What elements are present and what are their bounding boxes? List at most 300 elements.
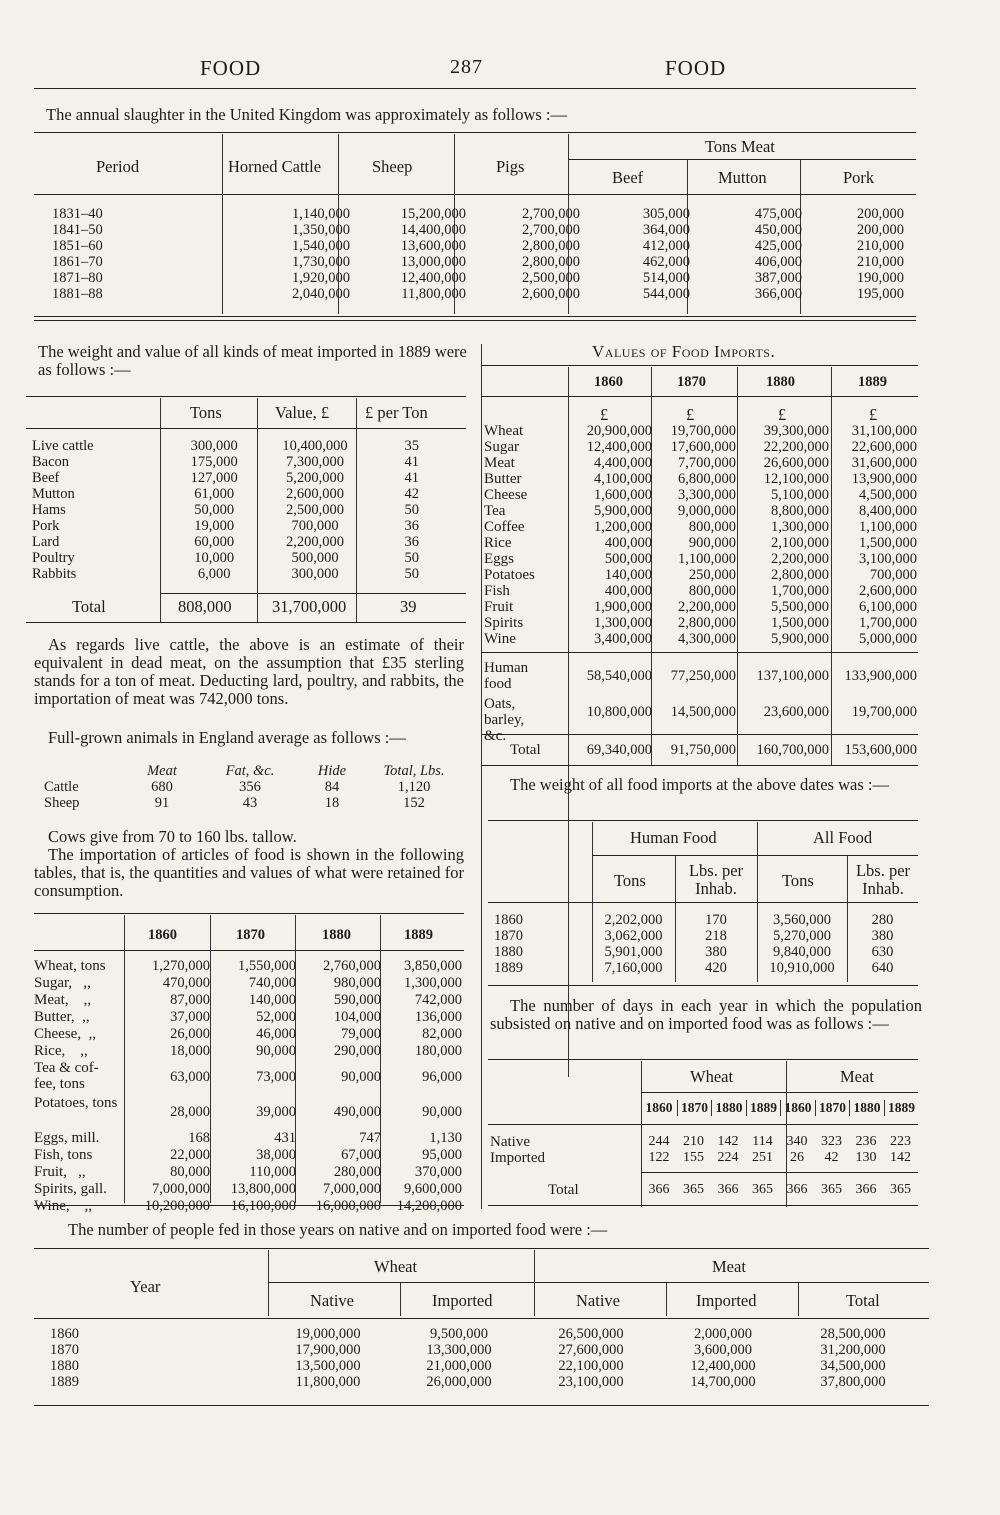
value-cell: 500,000 <box>291 550 339 566</box>
value-cell: 340 <box>786 1134 808 1149</box>
value-cell: 742,000 <box>414 992 462 1008</box>
value-cell: 2,200,000 <box>771 551 829 567</box>
table-row <box>484 423 918 439</box>
item-label: Fruit, ,, <box>34 1164 86 1180</box>
value-cell: 514,000 <box>642 270 690 286</box>
table-row <box>34 1130 464 1146</box>
value-cell: 96,000 <box>422 1069 462 1085</box>
value-cell: 200,000 <box>856 222 904 238</box>
qty-year-1880: 1880 <box>322 927 351 943</box>
item-label: Fruit <box>484 599 514 615</box>
value-cell: 17,600,000 <box>670 439 736 455</box>
period-cell: 1831–40 <box>52 206 103 222</box>
value-cell: 366 <box>648 1182 670 1197</box>
value-cell: 35 <box>404 438 419 454</box>
value-cell: 544,000 <box>642 286 690 302</box>
table-row <box>28 454 458 470</box>
value-cell: 3,400,000 <box>594 631 652 647</box>
value-cell: 27,600,000 <box>558 1342 624 1358</box>
row-label: Imported <box>490 1150 545 1166</box>
human-food-label: Human food <box>484 660 529 692</box>
value-cell: 400,000 <box>604 535 652 551</box>
value-cell: 63,000 <box>170 1069 210 1085</box>
people-head-wheat-native: Native <box>310 1291 354 1310</box>
value-cell: 4,400,000 <box>594 455 652 471</box>
value-cell: 5,500,000 <box>771 599 829 615</box>
year-header: 1889 <box>884 1100 919 1116</box>
value-cell: 700,000 <box>869 567 917 583</box>
days-total-rule <box>641 1172 918 1173</box>
table-row <box>484 567 918 583</box>
value-cell: 1,300,000 <box>594 615 652 631</box>
running-head-left: FOOD <box>200 56 262 80</box>
value-cell: 18,000 <box>170 1043 210 1059</box>
value-cell: 5,100,000 <box>771 487 829 503</box>
table-row <box>34 1198 464 1214</box>
item-label: Meat <box>484 455 515 471</box>
table-row <box>34 1181 464 1197</box>
weight-head-all: All Food <box>813 828 873 847</box>
slaughter-caption: The annual slaughter in the United Kingdom was approximately as follows :— <box>46 105 568 124</box>
value-cell: 43 <box>242 795 258 811</box>
slaughter-sub-rule <box>568 159 916 160</box>
value-cell: 1,500,000 <box>771 615 829 631</box>
table-row <box>484 487 918 503</box>
weight-bottom-rule <box>488 985 918 986</box>
values-pound-1860: £ <box>600 405 609 424</box>
column-divider <box>481 344 482 1209</box>
qty-top-rule <box>34 913 464 914</box>
value-cell: 366 <box>717 1182 739 1197</box>
value-cell: 475,000 <box>754 206 802 222</box>
people-vline <box>268 1250 269 1316</box>
qty-year-1860: 1860 <box>148 927 177 943</box>
days-head-wheat: Wheat <box>690 1067 734 1086</box>
value-cell: 50,000 <box>194 502 235 518</box>
table-header-row <box>40 763 460 779</box>
table-row <box>28 438 458 454</box>
value-cell: 12,400,000 <box>400 270 466 286</box>
qty-bottom-rule <box>34 1205 464 1206</box>
value-cell: 13,600,000 <box>400 238 466 254</box>
value-cell: 980,000 <box>333 975 381 991</box>
value-cell: 2,500,000 <box>286 502 344 518</box>
people-head-wheat: Wheat <box>374 1257 418 1276</box>
table-row <box>484 519 918 535</box>
value-cell: 153,600,000 <box>844 742 917 758</box>
table-row <box>48 222 908 238</box>
year-label: 1870 <box>50 1342 79 1358</box>
meat-total-tons: 808,000 <box>178 597 232 616</box>
item-label: Bacon <box>32 454 70 470</box>
table-row <box>34 1164 464 1180</box>
year-header: 1860 <box>645 1100 673 1115</box>
value-cell: 22,000 <box>170 1147 210 1163</box>
value-cell: 244 <box>648 1134 670 1149</box>
value-cell: 26,000,000 <box>426 1374 492 1390</box>
value-cell: 90,000 <box>422 1104 462 1120</box>
people-head-meat-native: Native <box>576 1291 620 1310</box>
value-cell: 42 <box>404 486 419 502</box>
value-cell: 7,000,000 <box>323 1181 381 1197</box>
value-cell: 31,100,000 <box>851 423 917 439</box>
value-cell: 31,200,000 <box>820 1342 886 1358</box>
table-row <box>28 470 458 486</box>
value-cell: 1,550,000 <box>238 958 296 974</box>
value-cell: 800,000 <box>688 583 736 599</box>
weight-head-tons: Tons <box>614 871 646 890</box>
value-cell: 50 <box>404 566 419 582</box>
value-cell: 127,000 <box>190 470 238 486</box>
table-row <box>48 286 908 302</box>
value-cell: 41 <box>404 470 419 486</box>
meat-head-per-ton: £ per Ton <box>365 403 428 422</box>
value-cell: 7,300,000 <box>286 454 344 470</box>
value-cell: 1,730,000 <box>292 254 350 270</box>
table-row <box>48 254 908 270</box>
para-cows: Cows give from 70 to 160 lbs. tallow. <box>48 827 297 846</box>
table-row <box>34 992 464 1008</box>
year-header: 1870 <box>677 1100 712 1116</box>
table-row <box>28 518 458 534</box>
page-number: 287 <box>450 56 483 78</box>
value-cell: 370,000 <box>414 1164 462 1180</box>
slaughter-head-pork: Pork <box>843 168 875 187</box>
period-cell: 1861–70 <box>52 254 103 270</box>
year-label: 1870 <box>494 928 523 944</box>
year-label: 1889 <box>50 1374 79 1390</box>
value-cell: 133,900,000 <box>844 668 917 684</box>
value-cell: 69,340,000 <box>586 742 652 758</box>
value-cell: 19,700,000 <box>851 704 917 720</box>
value-cell: 1,900,000 <box>594 599 652 615</box>
table-row <box>34 1026 464 1042</box>
value-cell: 365 <box>821 1182 842 1197</box>
weight-caption: The weight of all food imports at the above dates was :— <box>510 775 889 794</box>
value-cell: 2,800,000 <box>522 238 580 254</box>
value-cell: 87,000 <box>170 992 210 1008</box>
table-row <box>34 1147 464 1163</box>
people-top-rule <box>34 1248 929 1249</box>
days-sub-rule <box>641 1092 918 1093</box>
value-cell: 91,750,000 <box>670 742 736 758</box>
values-pound-1889: £ <box>869 405 878 424</box>
days-bottom-rule <box>488 1205 918 1206</box>
value-cell: 2,800,000 <box>678 615 736 631</box>
value-cell: 18 <box>324 795 340 811</box>
year-header: 1860 <box>780 1100 815 1116</box>
value-cell: 490,000 <box>333 1104 381 1120</box>
item-label: Wine <box>484 631 516 647</box>
value-cell: 450,000 <box>754 222 802 238</box>
value-cell: 800,000 <box>688 519 736 535</box>
item-label: Lard <box>32 534 60 550</box>
value-cell: 1,140,000 <box>292 206 350 222</box>
value-cell: 41 <box>404 454 419 470</box>
value-cell: 26,000 <box>170 1026 210 1042</box>
value-cell: 1,540,000 <box>292 238 350 254</box>
values-human-food <box>484 660 918 692</box>
item-label: Fish, tons <box>34 1147 93 1163</box>
value-cell: 140,000 <box>604 567 652 583</box>
period-cell: 1851–60 <box>52 238 103 254</box>
table-row <box>484 599 918 615</box>
item-label: Live cattle <box>32 438 94 454</box>
table-row <box>40 795 460 811</box>
item-label: Hams <box>32 502 66 518</box>
table-row <box>34 1043 464 1059</box>
values-year-1870: 1870 <box>677 374 706 390</box>
value-cell: 280 <box>871 912 894 928</box>
value-cell: 10,400,000 <box>282 438 348 454</box>
table-row <box>34 975 464 991</box>
table-row <box>490 912 918 928</box>
value-cell: 190,000 <box>856 270 904 286</box>
weight-head-lbs-all: Lbs. per Inhab. <box>855 861 911 898</box>
value-cell: 1,200,000 <box>594 519 652 535</box>
table-row <box>48 270 908 286</box>
value-cell: 3,850,000 <box>404 958 462 974</box>
value-cell: 79,000 <box>341 1026 381 1042</box>
value-cell: 26 <box>790 1150 804 1165</box>
value-cell: 61,000 <box>194 486 235 502</box>
value-cell: 26,500,000 <box>558 1326 624 1342</box>
value-cell: 13,300,000 <box>426 1342 492 1358</box>
item-label: Eggs <box>484 551 514 567</box>
value-cell: 3,600,000 <box>694 1342 752 1358</box>
value-cell: 10,910,000 <box>769 960 835 976</box>
value-cell: 300,000 <box>291 566 339 582</box>
year-header: 1880 <box>849 1100 884 1116</box>
value-cell: 21,000,000 <box>426 1358 492 1374</box>
value-cell: 9,840,000 <box>773 944 831 960</box>
item-label: Wheat <box>484 423 524 439</box>
value-cell: 17,900,000 <box>295 1342 361 1358</box>
value-cell: 280,000 <box>333 1164 381 1180</box>
people-vline <box>400 1282 401 1316</box>
values-head-rule <box>482 396 918 397</box>
year-label: 1889 <box>494 960 523 976</box>
year-header: 1880 <box>711 1100 746 1116</box>
item-label: Pork <box>32 518 60 534</box>
para-live-cattle: As regards live cattle, the above is an estimate of their equivalent in dead meat, on the assumption that £35 sterling stands for a ton of meat. Deducting lard, poultry, and rabbits, the importation of meat was 742,000 tons. <box>34 635 464 708</box>
period-cell: 1881–88 <box>52 286 103 302</box>
item-label: Wine, ,, <box>34 1198 93 1214</box>
table-row <box>484 439 918 455</box>
column-header: Fat, &c. <box>225 763 275 779</box>
value-cell: 1,920,000 <box>292 270 350 286</box>
oats-label: Oats, barley, &c. <box>484 696 525 744</box>
value-cell: 2,700,000 <box>522 206 580 222</box>
weight-table <box>490 912 918 976</box>
value-cell: 28,000 <box>170 1104 210 1120</box>
value-cell: 630 <box>871 944 894 960</box>
value-cell: 42 <box>824 1150 839 1165</box>
item-label: Wheat, tons <box>34 958 106 974</box>
people-head-year: Year <box>130 1277 161 1296</box>
year-header: 1870 <box>815 1100 850 1116</box>
running-head-right: FOOD <box>665 56 727 80</box>
value-cell: 14,700,000 <box>690 1374 756 1390</box>
item-label: Spirits, gall. <box>34 1181 107 1197</box>
people-bottom-rule <box>34 1405 929 1406</box>
weight-head-human: Human Food <box>630 828 717 847</box>
value-cell: 218 <box>705 928 727 944</box>
people-caption: The number of people fed in those years on native and on imported food were :— <box>68 1220 608 1239</box>
value-cell: 747 <box>359 1130 381 1146</box>
qty-head-rule <box>34 950 464 951</box>
value-cell: 2,700,000 <box>522 222 580 238</box>
value-cell: 19,000 <box>194 518 235 534</box>
item-label: Rabbits <box>32 566 77 582</box>
people-head-meat: Meat <box>712 1257 746 1276</box>
meat-head-tons: Tons <box>190 403 222 422</box>
value-cell: 680 <box>151 779 173 795</box>
value-cell: 95,000 <box>422 1147 462 1163</box>
meat-total-per-ton: 39 <box>400 597 417 616</box>
value-cell: 1,120 <box>397 779 431 795</box>
value-cell: 160,700,000 <box>756 742 829 758</box>
year-label: 1880 <box>494 944 523 960</box>
qty-year-1889: 1889 <box>404 927 433 943</box>
value-cell: 500,000 <box>604 551 652 567</box>
value-cell: 470,000 <box>162 975 210 991</box>
value-cell: 12,400,000 <box>690 1358 756 1374</box>
value-cell: 142 <box>890 1150 911 1165</box>
value-cell: 366 <box>855 1182 877 1197</box>
value-cell: 90,000 <box>341 1069 381 1085</box>
table-row <box>490 928 918 944</box>
values-year-1889: 1889 <box>858 374 887 390</box>
value-cell: 6,800,000 <box>678 471 736 487</box>
value-cell: 37,000 <box>170 1009 210 1025</box>
value-cell: 2,600,000 <box>522 286 580 302</box>
value-cell: 210 <box>683 1134 704 1149</box>
slaughter-head-beef: Beef <box>612 168 644 187</box>
value-cell: 356 <box>239 779 261 795</box>
slaughter-table <box>48 206 908 302</box>
value-cell: 12,400,000 <box>586 439 652 455</box>
table-row <box>46 1374 916 1390</box>
slaughter-head-period: Period <box>96 157 140 176</box>
value-cell: 4,500,000 <box>859 487 917 503</box>
table-row <box>484 455 918 471</box>
value-cell: 640 <box>871 960 894 976</box>
table-row <box>34 1060 464 1094</box>
value-cell: 39,300,000 <box>763 423 829 439</box>
value-cell: 2,600,000 <box>286 486 344 502</box>
value-cell: 380 <box>871 928 894 944</box>
value-cell: 406,000 <box>754 254 802 270</box>
table-row <box>484 583 918 599</box>
value-cell: 590,000 <box>333 992 381 1008</box>
table-row <box>34 958 464 974</box>
item-label: Poultry <box>32 550 75 566</box>
value-cell: 11,800,000 <box>401 286 466 302</box>
item-label: Meat, ,, <box>34 992 92 1008</box>
value-cell: 300,000 <box>190 438 238 454</box>
value-cell: 14,200,000 <box>396 1198 462 1214</box>
people-vline <box>534 1250 535 1316</box>
table-row <box>484 503 918 519</box>
meat-import-table <box>28 438 458 582</box>
value-cell: 7,700,000 <box>678 455 736 471</box>
value-cell: 13,000,000 <box>400 254 466 270</box>
slaughter-head-cattle: Horned Cattle <box>228 157 322 176</box>
value-cell: 1,500,000 <box>859 535 917 551</box>
people-vline <box>666 1282 667 1316</box>
value-cell: 1,700,000 <box>859 615 917 631</box>
item-label: Cattle <box>44 779 79 795</box>
total-row <box>490 1182 918 1198</box>
value-cell: 50 <box>404 502 419 518</box>
value-cell: 168 <box>188 1130 210 1146</box>
value-cell: 31,600,000 <box>851 455 917 471</box>
value-cell: 251 <box>752 1150 773 1165</box>
item-label: Sheep <box>44 795 80 811</box>
item-label: Spirits <box>484 615 524 631</box>
meat-head-value: Value, £ <box>275 403 330 422</box>
item-label: Potatoes <box>484 567 535 583</box>
table-row <box>484 471 918 487</box>
item-label: Butter <box>484 471 522 487</box>
value-cell: 6,000 <box>197 566 231 582</box>
value-cell: 23,100,000 <box>558 1374 624 1390</box>
value-cell: 28,500,000 <box>820 1326 886 1342</box>
table-row <box>46 1342 916 1358</box>
value-cell: 155 <box>683 1150 704 1165</box>
value-cell: 1,700,000 <box>771 583 829 599</box>
value-cell: 305,000 <box>642 206 690 222</box>
year-header: 1889 <box>746 1100 781 1116</box>
slaughter-head-tons-meat: Tons Meat <box>705 137 775 156</box>
value-cell: 16,000,000 <box>315 1198 381 1214</box>
value-cell: 170 <box>705 912 727 928</box>
item-label: Cheese <box>484 487 528 503</box>
value-cell: 4,300,000 <box>678 631 736 647</box>
value-cell: 5,000,000 <box>859 631 917 647</box>
value-cell: 77,250,000 <box>670 668 736 684</box>
value-cell: 364,000 <box>642 222 690 238</box>
row-label: Native <box>490 1134 530 1150</box>
weight-sub-rule <box>592 855 918 856</box>
value-cell: 12,100,000 <box>763 471 829 487</box>
blank-cell <box>40 763 120 779</box>
value-cell: 110,000 <box>249 1164 296 1180</box>
value-cell: 5,901,000 <box>604 944 663 960</box>
value-cell: 142 <box>717 1134 739 1149</box>
people-head-total: Total <box>846 1291 880 1310</box>
item-label: Rice, ,, <box>34 1043 88 1059</box>
value-cell: 2,040,000 <box>292 286 350 302</box>
people-head-meat-imported: Imported <box>696 1291 757 1310</box>
days-head-meat: Meat <box>840 1067 874 1086</box>
value-cell: 180,000 <box>414 1043 462 1059</box>
value-cell: 5,900,000 <box>594 503 652 519</box>
item-label: Fish <box>484 583 510 599</box>
column-header: Total, Lbs. <box>383 763 445 779</box>
table-row <box>490 960 918 976</box>
item-label: Beef <box>32 470 60 486</box>
item-label: Mutton <box>32 486 75 502</box>
value-cell: 15,200,000 <box>400 206 466 222</box>
table-row <box>484 535 918 551</box>
period-cell: 1841–50 <box>52 222 103 238</box>
values-oats <box>484 696 918 744</box>
value-cell: 67,000 <box>341 1147 381 1163</box>
value-cell: 387,000 <box>754 270 802 286</box>
people-vline <box>798 1282 799 1316</box>
